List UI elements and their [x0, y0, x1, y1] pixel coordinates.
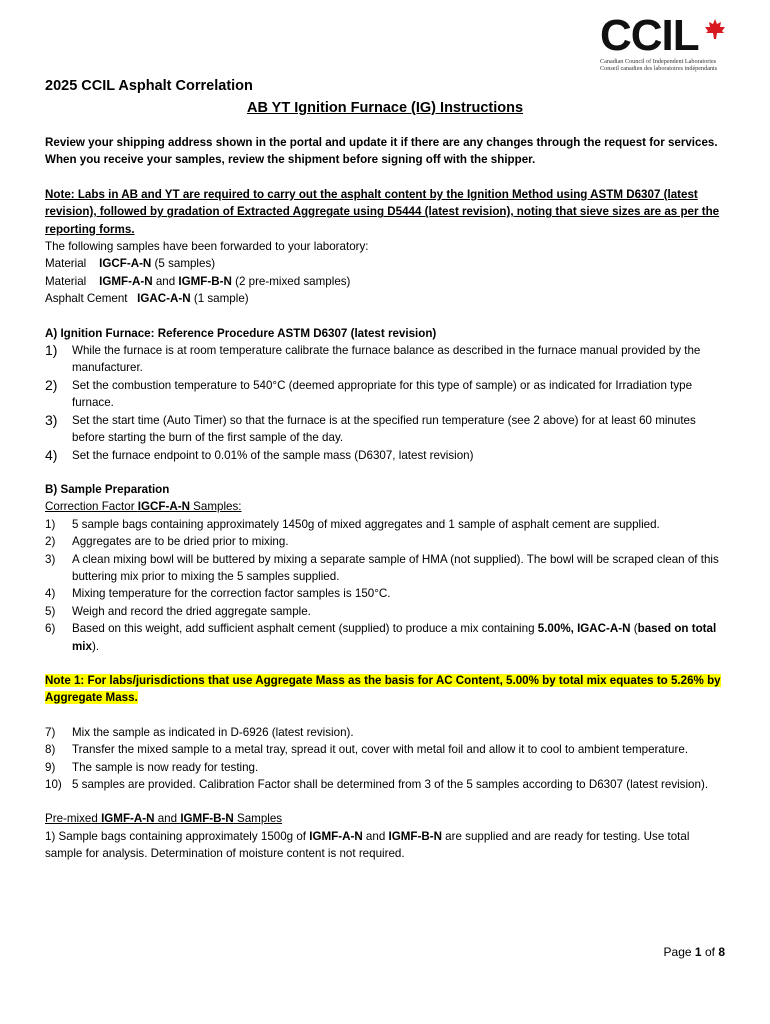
pm1-and: and: [362, 829, 389, 843]
page-total: 8: [718, 945, 725, 959]
section-b-item: [45, 533, 725, 550]
item-text: Set the start time (Auto Timer) so that the furnace is at the specified run temperature (see 2 above) for at least 60 minutes before starting the burn of the first sample of the day.: [72, 413, 696, 445]
item6-bold2: based on total mix: [72, 622, 717, 653]
section-b-item: [45, 776, 725, 793]
item-number: 2): [45, 535, 56, 549]
note-1-text: Note 1: For labs/jurisdictions that use Aggregate Mass as the basis for AC Content, 5.00% by total mix equates to 5.26% by Aggregate Mass.: [45, 673, 721, 705]
item-text: 5 sample bags containing approximately 1450g of mixed aggregates and 1 sample of asphalt cement are supplied.: [72, 517, 660, 531]
item-number: 3): [45, 411, 58, 428]
item-text: Mix the sample as indicated in D-6926 (latest revision).: [72, 725, 354, 739]
item-text: While the furnace is at room temperature calibrate the furnace balance as described in the furnace manual provided by the manufacturer.: [72, 344, 701, 375]
section-b-item: [45, 603, 725, 620]
pm-and: and: [154, 812, 181, 826]
item-text: Weigh and record the dried aggregate sample.: [72, 604, 311, 618]
logo-wordmark: CCIL: [600, 11, 699, 60]
page-number: 1: [694, 945, 702, 959]
pm-pre: Pre-mixed: [45, 812, 102, 826]
section-b-item: [45, 585, 725, 602]
material-count: (5 samples): [154, 257, 216, 271]
item-text: Aggregates are to be dried prior to mixing.: [72, 535, 289, 549]
section-b-item: [45, 551, 725, 586]
item-text: The sample is now ready for testing.: [72, 760, 259, 774]
forwarded-line: The following samples have been forwarded to your laboratory:: [45, 240, 369, 254]
note-paragraph: Note: Labs in AB and YT are required to carry out the asphalt content by the Ignition Method using ASTM D6307 (latest revision), followed by gradation of Extracted Aggregate using D5444 (latest revision), noting that sieve sizes are as per the reporting forms.: [45, 187, 720, 236]
maple-leaf-icon: [704, 18, 726, 40]
material-count: (2 pre-mixed samples): [235, 274, 351, 288]
pm-post: Samples: [233, 812, 283, 826]
item-text: A clean mixing bowl will be buttered by mixing a separate sample of HMA (not supplied). The bowl will be scraped clean of this buttering mix prior to mixing the 5 samples supplied.: [72, 552, 719, 583]
ccil-logo: [600, 11, 728, 76]
material-code: IGMF-A-N: [99, 274, 153, 288]
pm1-b: are supplied and are ready for testing. Use total sample for analysis. Determination of moisture content is not required.: [45, 829, 690, 861]
section-a-heading: A) Ignition Furnace: Reference Procedure ASTM D6307 (latest revision): [45, 326, 437, 340]
pm-code: IGMF-A-N: [101, 812, 155, 826]
material-code: IGAC-A-N: [137, 292, 191, 306]
section-b-item: [45, 620, 725, 655]
pm-code: IGMF-B-N: [180, 812, 234, 826]
item-text: 5 samples are provided. Calibration Factor shall be determined from 3 of the 5 samples according to D6307 (latest revision).: [72, 778, 709, 791]
section-a-item: [45, 342, 725, 377]
intro-line-1: Review your shipping address shown in the portal and update it if there are any changes through the request for services.: [45, 136, 718, 149]
material-code: IGCF-A-N: [99, 257, 152, 271]
item6-mid: (: [630, 622, 638, 636]
material-label: Material: [45, 274, 87, 288]
item-number: 3): [45, 552, 56, 566]
item6-pre: Based on this weight, add sufficient asphalt cement (supplied) to produce a mix containing: [72, 622, 538, 636]
item-number: 1): [45, 517, 56, 531]
section-b-item: [45, 741, 725, 758]
item-number: 4): [45, 587, 56, 601]
item-number: 9): [45, 760, 56, 774]
intro-line-2: When you receive your samples, review the shipment before signing off with the shipper.: [45, 153, 536, 167]
cf-pre: Correction Factor: [45, 500, 138, 514]
material-count: (1 sample): [193, 292, 249, 306]
section-b-item: [45, 724, 725, 741]
material-label: Asphalt Cement: [45, 292, 128, 306]
pm1-code: IGMF-A-N: [309, 829, 363, 843]
item-text: Set the combustion temperature to 540°C (deemed appropriate for this type of sample) or as indicated for Irradiation type furnace.: [72, 378, 693, 410]
item-number: 2): [45, 376, 58, 393]
of-word: of: [704, 945, 715, 959]
correction-factor-heading: [45, 498, 725, 515]
premixed-item-1: [45, 828, 725, 863]
item-number: 10): [45, 778, 62, 791]
logo-subtitle-en: Canadian Council of Independent Laboratories: [600, 58, 717, 65]
item-number: 1): [45, 342, 58, 359]
note-1: [45, 672, 725, 707]
logo-subtitle-fr: Conseil canadien des laboratoires indépendants: [600, 65, 718, 73]
section-a-item: [45, 447, 725, 464]
page-footer: [664, 944, 725, 961]
section-b-item: [45, 516, 725, 533]
material-line-1: [45, 255, 725, 272]
item-text: [72, 620, 725, 655]
section-b-item: [45, 759, 725, 776]
material-and: and: [155, 274, 176, 288]
item6-end: ).: [91, 639, 100, 653]
item-text: Set the furnace endpoint to 0.01% of the sample mass (D6307, latest revision): [72, 448, 474, 462]
pm1-a: 1) Sample bags containing approximately 1500g of: [45, 829, 310, 843]
item-number: 7): [45, 725, 56, 739]
cf-post: Samples:: [189, 500, 242, 514]
cf-code: IGCF-A-N: [137, 500, 190, 514]
material-line-2: [45, 273, 725, 290]
item-number: 5): [45, 604, 56, 618]
page-word: Page: [663, 945, 692, 959]
section-a-item: [45, 377, 725, 412]
material-code: IGMF-B-N: [178, 274, 232, 288]
item-number: 4): [45, 446, 58, 463]
section-b-heading: B) Sample Preparation: [45, 482, 170, 496]
document-subtitle: AB YT Ignition Furnace (IG) Instructions: [246, 100, 524, 116]
document-title: 2025 CCIL Asphalt Correlation: [45, 78, 253, 94]
item-number: 6): [45, 622, 56, 636]
premixed-heading: [45, 810, 725, 827]
material-line-3: [45, 290, 725, 307]
item-text: Mixing temperature for the correction factor samples is 150°C.: [72, 587, 391, 601]
pm1-code: IGMF-B-N: [388, 829, 442, 843]
item-number: 8): [45, 743, 56, 757]
material-label: Material: [45, 257, 87, 271]
item-text: Transfer the mixed sample to a metal tray, spread it out, cover with metal foil and allow it to cool to ambient temperature.: [72, 743, 689, 757]
section-a-item: [45, 412, 725, 447]
item6-bold1: 5.00%, IGAC-A-N: [537, 622, 631, 636]
document-body: [45, 134, 725, 863]
